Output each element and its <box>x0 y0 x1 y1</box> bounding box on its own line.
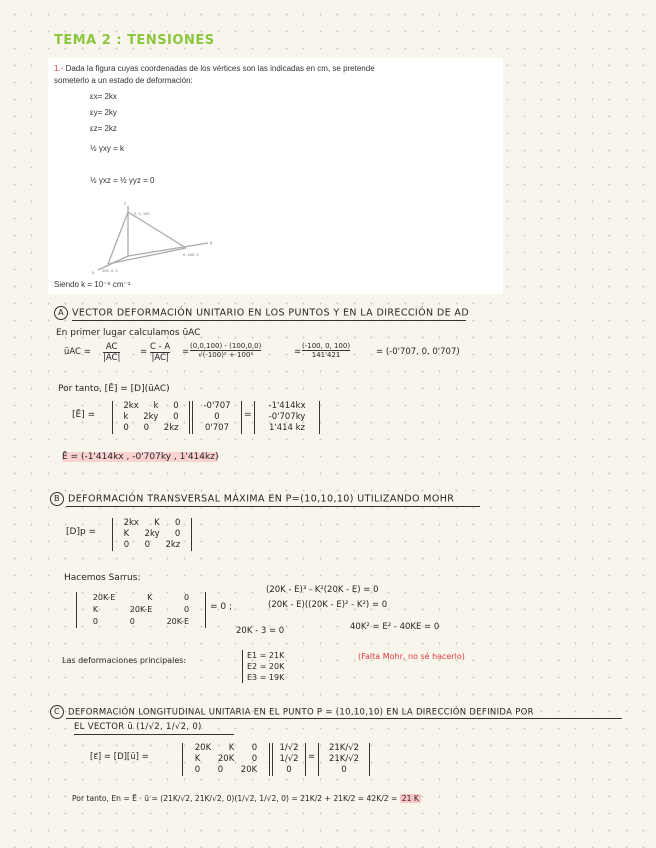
md-b-20: 0 <box>123 540 130 550</box>
section-c-final <box>72 794 421 803</box>
md-a-01: k <box>153 401 159 411</box>
section-c-heading <box>50 705 534 719</box>
strain-eq-gxz-gyz: ½ γxz = ½ γyz = 0 <box>90 176 155 185</box>
uac-label: ūAC = <box>64 347 91 357</box>
label-point-b: 0, 100, 0 <box>183 252 199 257</box>
uac-result: = (-0'707, 0, 0'707) <box>376 347 460 357</box>
label-z: z <box>124 201 127 206</box>
md-c-22: 20K <box>240 765 258 775</box>
eq-sign-2: = <box>182 347 190 357</box>
md-c-00: 20K <box>194 743 212 753</box>
vu-c-2: 0 <box>286 765 292 775</box>
matrix-d-a <box>112 401 190 434</box>
md-c-10: K <box>194 754 201 764</box>
vu-a-0: -0'707 <box>203 401 231 411</box>
eq-sign-5: = <box>308 752 316 762</box>
vr-a-2: 1'414 kz <box>268 423 306 433</box>
det-21: 0 <box>129 617 135 626</box>
tetrahedron-figure <box>78 198 238 276</box>
section-a-heading <box>54 306 469 320</box>
det-20: 0 <box>92 617 98 626</box>
md-a-02: 0 <box>173 401 179 411</box>
det-11: 20K-E <box>129 605 153 614</box>
uac-frac4 <box>302 342 350 359</box>
principal-label: Las deformaciones principales: <box>62 656 187 665</box>
label-y: y <box>210 240 213 245</box>
vector-r-a <box>254 401 320 434</box>
determinant <box>76 592 206 628</box>
section-a-portanto: Por tanto, [Ē] = [D](ūAC) <box>58 384 170 394</box>
uac-frac2 <box>150 342 170 363</box>
section-c-final-text: Por tanto, En = Ē · ū = (21K/√2, 21K/√2, 0)(1/√2, 1/√2, 0) = 21K/2 + 21K/2 = 42K/2 = <box>72 794 398 803</box>
principal-strains <box>242 650 284 683</box>
edge-ac <box>108 212 128 264</box>
section-b-underline <box>66 506 480 507</box>
matrix-d-b <box>112 518 192 551</box>
md-c-02: 0 <box>251 743 258 753</box>
sarrus-eq-d: 40K² = E² - 40KE = 0 <box>350 622 440 632</box>
section-a-result-text: Ē = (-1'414kx , -0'707ky , 1'414kz) <box>62 452 219 462</box>
md-a-10: k <box>123 412 129 422</box>
principal-e2: E2 = 20K <box>247 662 285 671</box>
sarrus-eq-c: 20K - 3 = 0 <box>236 626 285 636</box>
md-b-12: 0 <box>174 529 181 539</box>
statement-text-1: Dada la figura cuyas coordenadas de los vértices son las indicadas en cm, se pretende <box>65 64 375 73</box>
strain-eq-gxy: ½ γxy = k <box>90 144 125 153</box>
section-b-badge: B <box>50 492 64 506</box>
strain-eq-z: εz= 2kz <box>90 124 117 133</box>
section-a-badge: A <box>54 306 68 320</box>
section-c-badge: C <box>50 705 64 719</box>
strain-eq-y: εy= 2ky <box>90 108 117 117</box>
md-b-00: 2kx <box>123 518 139 528</box>
md-c-12: 0 <box>251 754 258 764</box>
section-c-underline-1 <box>66 718 622 719</box>
sarrus-label: Hacemos Sarrus: <box>64 573 141 583</box>
md-c-11: 20K <box>217 754 235 764</box>
md-a-22: 2kz <box>163 423 179 433</box>
section-c-title-2: EL VECTOR ū (1/√2, 1/√2, 0) <box>74 722 202 732</box>
strain-eq-x: εx= 2kx <box>90 92 117 101</box>
strain-vector-lhs: [Ē] = <box>72 410 96 420</box>
md-c-20: 0 <box>194 765 201 775</box>
principal-e3: E3 = 19K <box>247 673 285 682</box>
label-point-a: 100, 0, 0 <box>102 268 118 273</box>
section-a-title: VECTOR DEFORMACIÓN UNITARIO EN LOS PUNTOS Y EN LA DIRECCIÓN DE AD <box>72 307 470 319</box>
frac2-num: C - A <box>150 342 171 352</box>
md-b-01: K <box>154 518 160 528</box>
eq-sign-1: = <box>140 347 148 357</box>
label-point-c: 0, 0, 100 <box>134 211 150 216</box>
problem-number: 1.- <box>54 64 64 73</box>
frac4-den: 141'421 <box>311 351 341 359</box>
frac3-num: (0,0,100) - (100,0,0) <box>190 342 262 350</box>
uac-frac1 <box>103 342 120 363</box>
md-a-11: 2ky <box>143 412 159 422</box>
det-12: 0 <box>184 605 190 614</box>
uac-frac3 <box>190 342 261 359</box>
problem-statement-box <box>48 58 503 294</box>
vu-a-1: 0 <box>214 412 220 422</box>
section-b-title: DEFORMACIÓN TRANSVERSAL MÁXIMA EN P=(10,10,10) UTILIZANDO MOHR <box>68 493 455 505</box>
det-rhs: = 0 ; <box>210 602 233 612</box>
md-b-21: 0 <box>144 540 151 550</box>
md-a-00: 2kx <box>123 401 139 411</box>
problem-statement-line1 <box>54 64 375 73</box>
vr-c-2: 0 <box>341 765 347 775</box>
det-00: 20K-E <box>92 593 116 602</box>
section-a-intro: En primer lugar calculamos ūAC <box>56 328 201 338</box>
md-a-12: 0 <box>173 412 179 422</box>
vr-a-1: -0'707ky <box>268 412 306 422</box>
page-title: TEMA 2 : TENSIONES <box>54 33 215 48</box>
k-definition: Siendo k = 10⁻⁶ cm⁻¹ <box>54 280 131 289</box>
section-c-underline-2 <box>74 734 234 735</box>
dp-lhs: [D]p = <box>66 527 97 537</box>
vr-c-1: 21K/√2 <box>328 754 360 764</box>
vu-a-2: 0'707 <box>205 423 229 433</box>
md-c-21: 0 <box>217 765 224 775</box>
md-b-02: 0 <box>174 518 181 528</box>
section-c-final-result: 21 K <box>401 794 419 803</box>
matrix-d-c <box>182 743 270 776</box>
vector-u-c <box>272 743 306 776</box>
edge-bc <box>128 212 186 248</box>
vector-r-c <box>318 743 370 776</box>
vr-c-0: 21K/√2 <box>328 743 360 753</box>
det-10: K <box>92 605 99 614</box>
principal-e1: E1 = 21K <box>247 651 285 660</box>
section-c-title-1: DEFORMACIÓN LONGITUDINAL UNITARIA EN EL PUNTO P = (10,10,10) EN LA DIRECCIÓN DEFINIDA POR <box>68 707 534 718</box>
mohr-note: (Falta Mohr, no sé hacerlo) <box>358 652 465 661</box>
problem-statement-line2: someterlo a un estado de deformación: <box>54 76 193 85</box>
frac2-den: |AC| <box>151 353 169 363</box>
edge-ab <box>108 248 186 264</box>
md-b-11: 2ky <box>144 529 160 539</box>
md-a-20: 0 <box>123 423 129 433</box>
vu-c-1: 1/√2 <box>279 754 299 764</box>
frac4-num: (-100, 0, 100) <box>302 342 351 350</box>
frac1-num: AC <box>103 342 120 353</box>
section-b-heading <box>50 492 454 506</box>
md-b-10: K <box>123 529 130 539</box>
sarrus-eq-a: (20K - E)³ - K²(20K - E) = 0 <box>266 585 379 595</box>
md-b-22: 2kz <box>165 540 181 550</box>
eq-sign-3: = <box>294 347 302 357</box>
vector-u-a <box>192 401 242 434</box>
sarrus-eq-b: (20K - E)((20K - E)² - K²) = 0 <box>268 600 388 610</box>
section-a-underline <box>72 320 466 321</box>
det-01: K <box>147 593 153 602</box>
eps-lhs: [ε⃗] = [D][ū] = <box>90 752 149 762</box>
eq-sign-4: = <box>244 410 252 420</box>
section-a-result <box>62 452 218 462</box>
frac3-den: √(-100)² + 100² <box>198 351 254 359</box>
vr-a-0: -1'414kx <box>268 401 306 411</box>
det-22: 20K-E <box>166 617 190 626</box>
frac1-den: |AC| <box>103 353 121 363</box>
md-a-21: 0 <box>143 423 150 433</box>
label-x: x <box>92 270 95 275</box>
det-02: 0 <box>184 593 190 602</box>
vu-c-0: 1/√2 <box>279 743 299 753</box>
md-c-01: K <box>228 743 235 753</box>
